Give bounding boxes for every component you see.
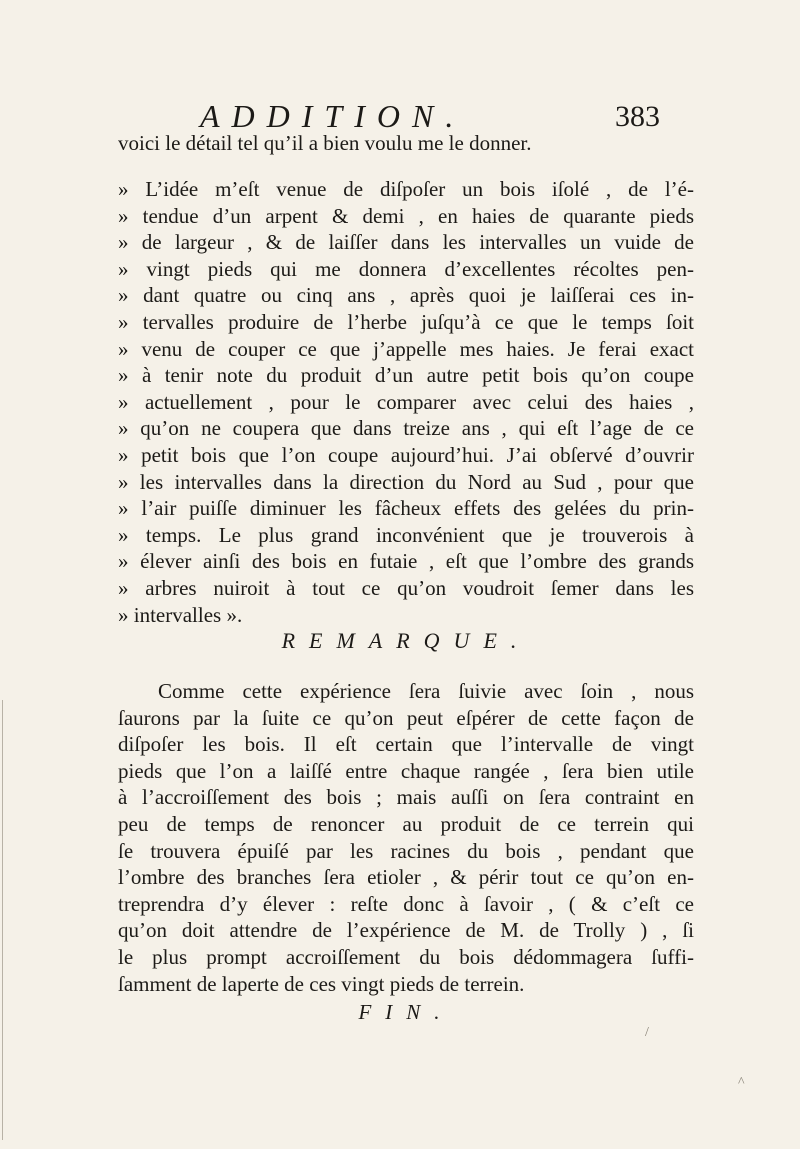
text-line: à l’accroiſſement des bois ; mais auſſi on ſera contraint en [118, 785, 694, 810]
text-line: » intervalles ». [118, 602, 243, 627]
text-line: peu de temps de renoncer au produit de ce terrein qui [118, 811, 694, 836]
text-line: » actuellement , pour le comparer avec celui des haies , [118, 389, 694, 414]
text-line: » tervalles produire de l’herbe juſqu’à ce que le temps ſoit [118, 309, 694, 334]
page-edge-shadow [2, 700, 3, 1140]
text-line: » vingt pieds qui me donnera d’excellentes récoltes pen- [118, 256, 694, 281]
text-line: » venu de couper ce que j’appelle mes haies. Je ferai exact [118, 336, 694, 361]
text-line: » temps. Le plus grand inconvénient que je trouverois à [118, 522, 694, 547]
text-line: » tendue d’un arpent & demi , en haies de quarante pieds [118, 203, 694, 228]
text-line: l’ombre des branches ſera etioler , & périr tout ce qu’on en- [118, 865, 694, 890]
text-line: ſe trouvera épuiſé par les racines du bois , pendant que [118, 838, 694, 863]
text-line: » de largeur , & de laiſſer dans les intervalles un vuide de [118, 230, 694, 255]
text-line: voici le détail tel qu’il a bien voulu me le donner. [118, 131, 532, 155]
page-number: 383 [615, 100, 660, 133]
text-line: qu’on doit attendre de l’expérience de M. de Trolly ) , ſi [118, 918, 694, 943]
quoted-letter [118, 176, 694, 628]
running-head: ADDITION. [200, 98, 466, 134]
text-line: pieds que l’on a laiſſé entre chaque rangée , ſera bien utile [118, 758, 694, 783]
text-line: » les intervalles dans la direction du Nord au Sud , pour que [118, 469, 694, 494]
text-line: » L’idée m’eſt venue de diſpoſer un bois iſolé , de l’é- [118, 177, 694, 201]
text-line: ſamment de laperte de ces vingt pieds de terrein. [118, 971, 525, 996]
fin-mark: FIN. [358, 1000, 454, 1024]
text-line: diſpoſer les bois. Il eſt certain que l’intervalle de vingt [118, 732, 694, 757]
text-line: » l’air puiſſe diminuer les fâcheux effets des gelées du prin- [118, 496, 694, 521]
text-line: » élever ainſi des bois en futaie , eſt que l’ombre des grands [118, 549, 694, 574]
intro-paragraph [118, 130, 694, 157]
text-line: » à tenir note du produit d’un autre petit bois qu’on coupe [118, 363, 694, 388]
text-line: treprendra d’y élever : reſte donc à ſavoir , ( & c’eſt ce [118, 891, 694, 916]
text-line: ſaurons par la ſuite ce qu’on peut eſpérer de cette façon de [118, 705, 694, 730]
ink-speck: / [645, 1025, 649, 1040]
text-line: » arbres nuiroit à tout ce qu’on voudroit ſemer dans les [118, 575, 694, 600]
text-line: » dant quatre ou cinq ans , après quoi je laiſſerai ces in- [118, 283, 694, 308]
section-heading: REMARQUE. [281, 628, 531, 653]
text-line: Comme cette expérience ſera ſuivie avec ſoin , nous [158, 679, 694, 703]
remarque-paragraph [118, 678, 694, 997]
text-line: » qu’on ne coupera que dans treize ans , qui eſt l’age de ce [118, 416, 694, 441]
text-line: » petit bois que l’on coupe aujourd’hui. J’ai obſervé d’ouvrir [118, 442, 694, 467]
ink-speck: ^ [738, 1075, 745, 1090]
text-line: le plus prompt accroiſſement du bois dédommagera ſuffi- [118, 944, 694, 969]
